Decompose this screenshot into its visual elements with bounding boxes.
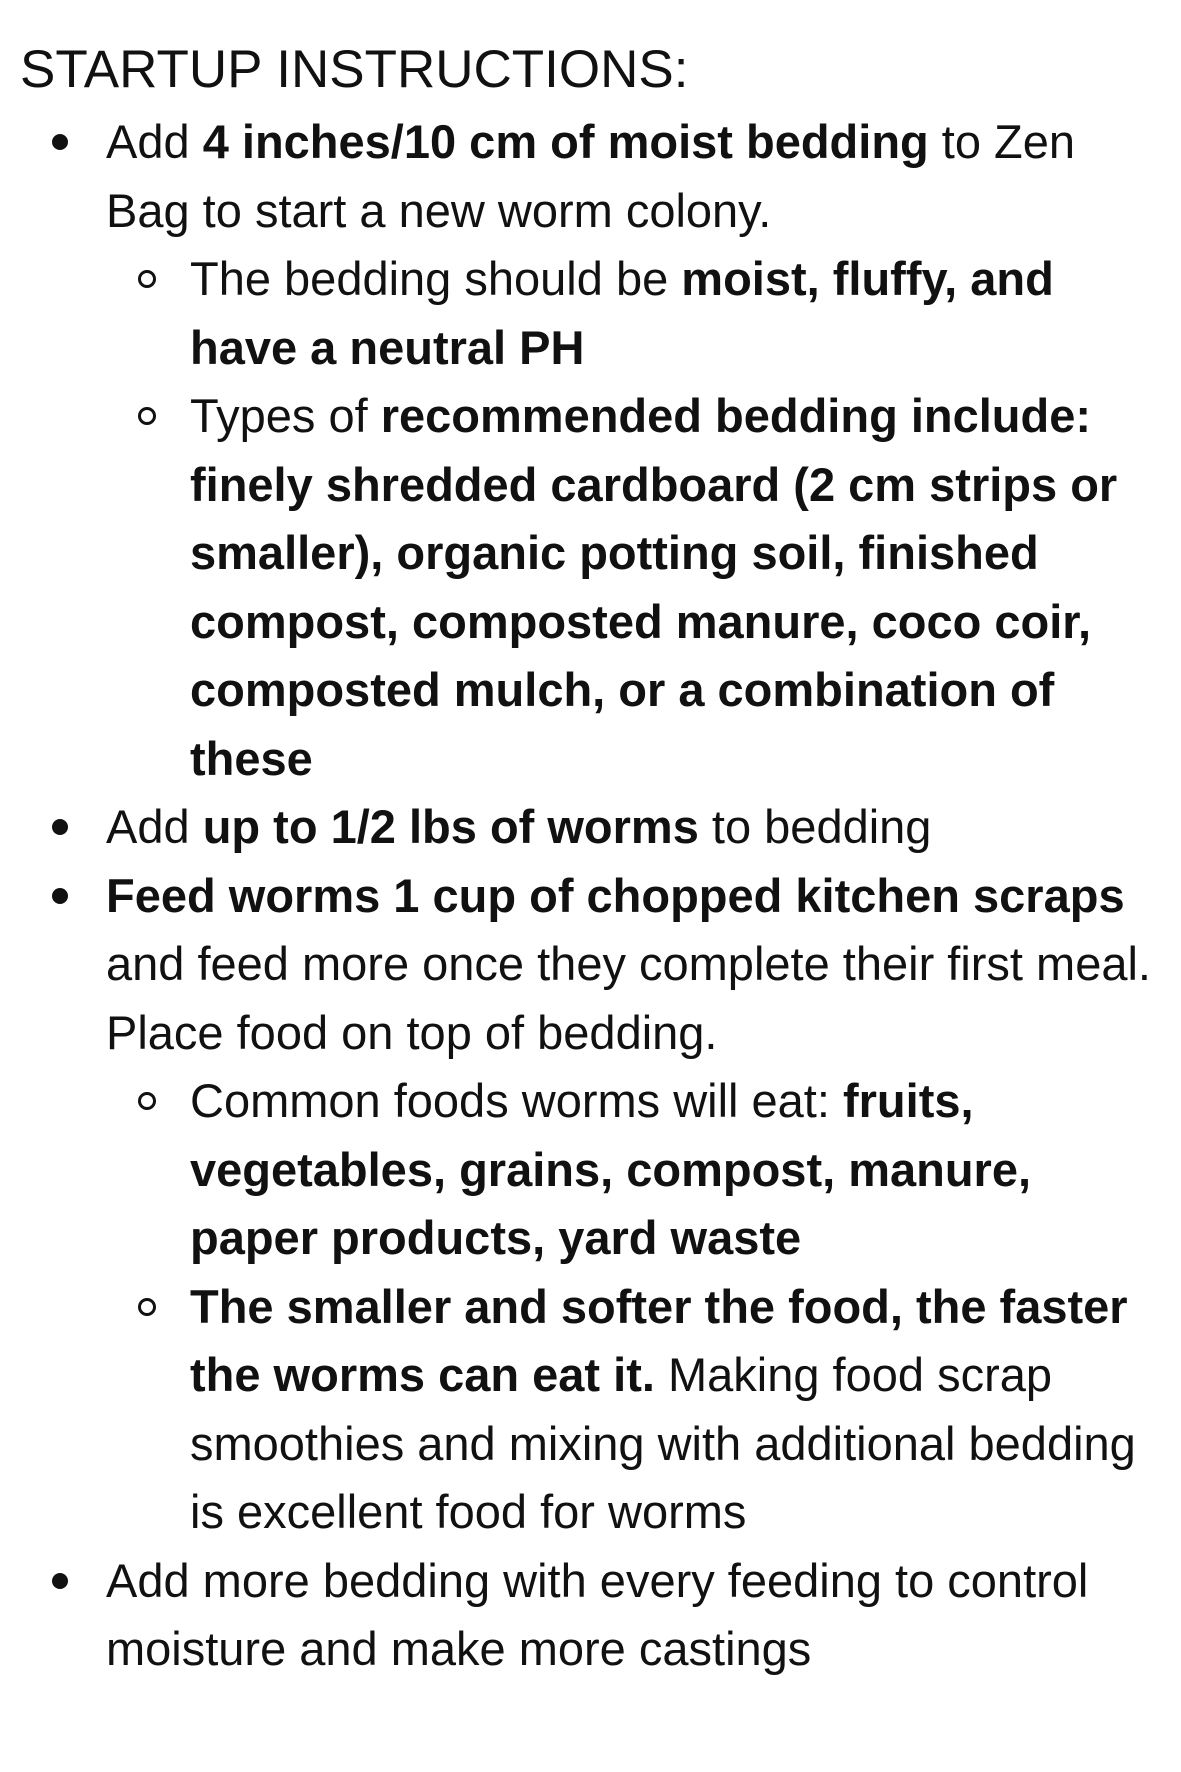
item-text-bold: Feed worms 1 cup of chopped kitchen scraps (106, 868, 1125, 922)
list-item-more-bedding (106, 1547, 1161, 1684)
instructions-list (20, 108, 1161, 1684)
item-text-post: to Zen Bag to start a new worm colony. (106, 115, 1076, 237)
subitem-text-pre: Types of (190, 389, 381, 442)
list-item-bedding (106, 108, 1161, 793)
subitem-bedding-quality (190, 245, 1161, 382)
item-text-post: and feed more once they complete their first meal. Place food on top of bedding. (106, 937, 1151, 1059)
list-item-feeding (106, 862, 1161, 1547)
item-text-pre: Add more bedding with every feeding to control moisture and make more castings (106, 1553, 1089, 1675)
bedding-sublist (106, 245, 1161, 793)
subitem-text-post: Making food scrap smoothies and mixing with additional bedding is excellent food for worms (190, 1348, 1136, 1538)
item-text-pre: Add (106, 115, 203, 168)
feeding-sublist (106, 1067, 1161, 1547)
list-item-worms (106, 793, 1161, 862)
subitem-text-bold: fruits, vegetables, grains, compost, manure, paper products, yard waste (190, 1074, 1032, 1264)
item-text-bold: up to 1/2 lbs of worms (202, 800, 699, 853)
page-title: STARTUP INSTRUCTIONS: (20, 40, 689, 99)
subitem-text-pre: Common foods worms will eat: (190, 1074, 843, 1127)
subitem-text-bold: The smaller and softer the food, the faster the worms can eat it. (190, 1279, 1128, 1401)
subitem-food-size (190, 1273, 1161, 1547)
item-text-post: to bedding (698, 800, 932, 853)
subitem-common-foods (190, 1067, 1161, 1273)
subitem-text-bold: moist, fluffy, and have a neutral PH (190, 252, 1054, 374)
subitem-text-pre: The bedding should be (190, 252, 682, 305)
item-text-bold: 4 inches/10 cm of moist bedding (202, 115, 929, 168)
subitem-bedding-types (190, 382, 1161, 793)
subitem-text-bold: recommended bedding include: finely shredded cardboard (2 cm strips or smaller), organic potting soil, finished compost, composted manure, coco coir, composted mulch, or a combination of these (190, 389, 1118, 785)
item-text-pre: Add (106, 800, 203, 853)
